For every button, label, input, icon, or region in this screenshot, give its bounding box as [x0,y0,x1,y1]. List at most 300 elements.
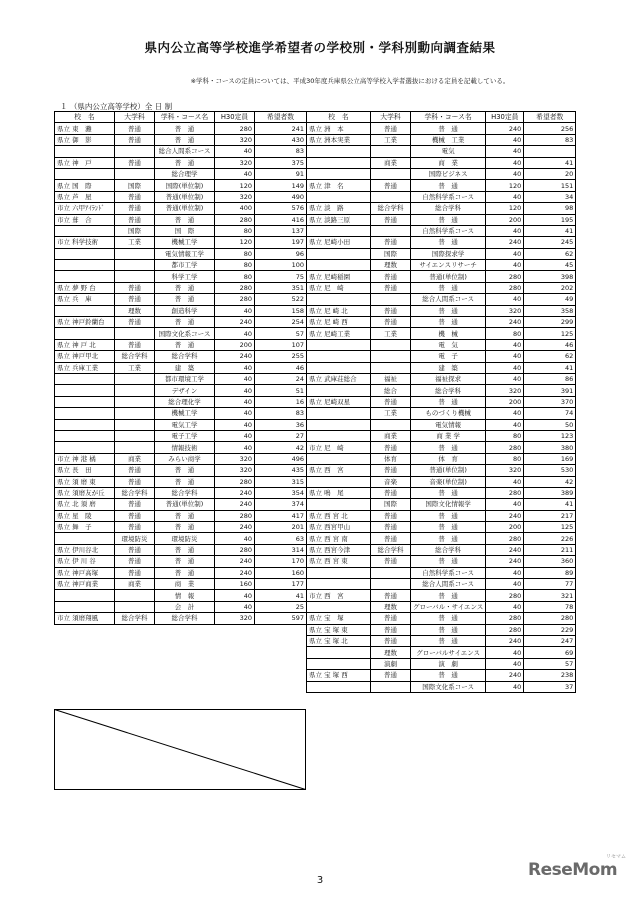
cell-course: 普 通 [411,533,486,544]
cell-school: 県立 洲本実業 [307,134,371,145]
table-row [55,579,307,590]
table-row [307,544,576,555]
cell-course: 国 際 [155,225,215,236]
table-row [307,681,576,692]
table-row [307,635,576,646]
cell-major [371,168,411,179]
cell-major [115,408,155,419]
cell-capacity: 40 [486,157,524,168]
cell-applicants: 255 [255,351,307,362]
cell-school: 県立 西宮甲山 [307,522,371,533]
cell-school [307,157,371,168]
cell-capacity: 280 [215,214,255,225]
cell-applicants: 416 [255,214,307,225]
cell-capacity: 40 [486,225,524,236]
cell-course: 普 通 [411,442,486,453]
cell-major: 普通 [371,305,411,316]
cell-capacity: 400 [215,203,255,214]
table-row [55,419,307,430]
cell-school: 県立 宝 塚 西 [307,670,371,681]
cell-course: 普 通 [411,305,486,316]
cell-course: 総合学科 [155,487,215,498]
cell-major: 普通 [115,522,155,533]
cell-capacity: 40 [486,134,524,145]
cell-course: 自然科学系コース [411,225,486,236]
cell-course: 普 通 [411,396,486,407]
cell-capacity: 320 [486,465,524,476]
cell-major: 普通 [115,123,155,134]
table-row [55,453,307,464]
cell-major: 普通 [115,339,155,350]
cell-applicants: 89 [524,567,576,578]
cell-course: 商 業 [411,157,486,168]
cell-course: 普 通 [155,157,215,168]
cell-capacity: 40 [215,601,255,612]
cell-capacity: 280 [486,271,524,282]
table-row [307,670,576,681]
cell-applicants: 41 [524,157,576,168]
cell-course: 機械工学 [155,237,215,248]
cell-applicants: 247 [524,635,576,646]
cell-school: 県立 神戸甲北 [55,351,115,362]
table-row [55,510,307,521]
cell-school: 県立 兵庫工業 [55,362,115,373]
cell-capacity: 40 [215,396,255,407]
cell-course: 普通(単位制) [155,191,215,202]
table-row [307,305,576,316]
cell-applicants: 125 [524,522,576,533]
table-row [55,317,307,328]
cell-capacity: 40 [215,442,255,453]
table-row [307,419,576,430]
cell-school [307,658,371,669]
cell-school [55,590,115,601]
cell-course: 総合人間系コース [155,146,215,157]
cell-course: 総合学科 [411,385,486,396]
cell-capacity: 240 [215,317,255,328]
cell-applicants: 91 [255,168,307,179]
cell-applicants: 280 [524,613,576,624]
cell-applicants: 41 [524,499,576,510]
cell-capacity: 280 [486,590,524,601]
cell-major [115,168,155,179]
table-row [55,567,307,578]
table-row [307,134,576,145]
cell-course: 普 通 [411,214,486,225]
cell-school: 県立 淡路三原 [307,214,371,225]
cell-school [55,168,115,179]
cell-capacity: 40 [486,339,524,350]
cell-course: 国際(単位制) [155,180,215,191]
cell-applicants: 360 [524,556,576,567]
cell-applicants: 51 [255,385,307,396]
cell-capacity: 40 [486,579,524,590]
cell-course: グローバルサイエンス [411,647,486,658]
cell-capacity: 280 [486,613,524,624]
cell-capacity: 320 [486,305,524,316]
cell-school: 県立 御 影 [55,134,115,145]
cell-applicants [524,146,576,157]
cell-major: 普通 [371,442,411,453]
cell-school [307,408,371,419]
table-row [55,214,307,225]
cell-applicants: 62 [524,248,576,259]
cell-capacity: 40 [215,373,255,384]
cell-major: 演劇 [371,658,411,669]
table-row [55,180,307,191]
table-row [307,579,576,590]
cell-applicants: 41 [524,362,576,373]
cell-major: 普通 [115,476,155,487]
cell-major: 総合学科 [115,613,155,624]
cell-school: 県立 津 名 [307,180,371,191]
table-row [307,658,576,669]
cell-applicants: 245 [524,237,576,248]
cell-capacity: 40 [215,430,255,441]
cell-applicants: 169 [524,453,576,464]
cell-applicants: 42 [524,476,576,487]
cell-major: 総合学科 [371,203,411,214]
cell-applicants: 380 [524,442,576,453]
cell-applicants: 358 [524,305,576,316]
cell-course: 電気 [411,146,486,157]
cell-major [371,419,411,430]
cell-applicants: 74 [524,408,576,419]
cell-course: 電子工学 [155,430,215,441]
cell-capacity: 320 [215,134,255,145]
table-row [307,567,576,578]
cell-course: 科学工学 [155,271,215,282]
cell-school: 市立 神 港 橘 [55,453,115,464]
cell-capacity: 40 [215,533,255,544]
cell-course: 普 通 [155,476,215,487]
cell-major: 国際 [371,499,411,510]
cell-major: 総合学科 [371,544,411,555]
cell-applicants: 160 [255,567,307,578]
table-row [307,214,576,225]
table-row [307,601,576,612]
table-row [55,465,307,476]
cell-course: 普 通 [155,522,215,533]
cell-applicants: 217 [524,510,576,521]
table-row [307,408,576,419]
cell-major: 普通 [371,282,411,293]
cell-major [115,601,155,612]
cell-major: 普通 [371,214,411,225]
header-course: 学科・コース名 [155,112,215,123]
table-row [55,328,307,339]
cell-school [55,396,115,407]
table-row [307,442,576,453]
cell-school: 県立 宝 塚 北 [307,635,371,646]
table-row [55,487,307,498]
cell-applicants: 57 [255,328,307,339]
cell-course: 総合学科 [155,613,215,624]
cell-applicants: 241 [255,123,307,134]
cell-applicants: 77 [524,579,576,590]
header-applicants: 希望者数 [255,112,307,123]
cell-major: 普通 [115,294,155,305]
cell-course: 総合理学 [155,168,215,179]
cell-applicants: 98 [524,203,576,214]
table-row [307,522,576,533]
cell-capacity: 40 [486,260,524,271]
cell-course: 電 子 [411,351,486,362]
table-row [307,225,576,236]
table-row [307,556,576,567]
cell-school [307,168,371,179]
cell-major [371,191,411,202]
cell-major: 環境防災 [115,533,155,544]
header-capacity: H30定員 [215,112,255,123]
cell-major [371,225,411,236]
cell-course: 創造科学 [155,305,215,316]
cell-school [55,533,115,544]
cell-course: 機械工学 [155,408,215,419]
cell-capacity: 40 [486,476,524,487]
cell-capacity: 200 [486,214,524,225]
cell-applicants: 490 [255,191,307,202]
cell-course: 環境防災 [155,533,215,544]
cell-capacity: 40 [215,408,255,419]
cell-school [307,476,371,487]
cell-school [55,419,115,430]
resemom-logo: ReseMom [528,860,618,880]
cell-capacity: 40 [486,647,524,658]
cell-applicants: 149 [255,180,307,191]
cell-applicants: 24 [255,373,307,384]
section-heading: １ （県内公立高等学校）全 日 制 [60,102,173,111]
cell-school: 県立 神戸高塚 [55,567,115,578]
cell-course: ものづくり機械 [411,408,486,419]
table-row [307,487,576,498]
cell-applicants: 69 [524,647,576,658]
cell-major [115,373,155,384]
cell-major [371,339,411,350]
cell-applicants: 211 [524,544,576,555]
cell-capacity: 240 [486,635,524,646]
cell-capacity: 280 [215,282,255,293]
table-row [307,248,576,259]
table-row [307,203,576,214]
cell-school: 県立 西 宮 [307,465,371,476]
cell-applicants: 50 [524,419,576,430]
cell-applicants: 46 [255,362,307,373]
cell-course: 機 械 [411,328,486,339]
cell-applicants: 398 [524,271,576,282]
cell-course: 普通(単位制) [411,465,486,476]
cell-course: 国際探求学 [411,248,486,259]
cell-major [115,442,155,453]
cell-capacity: 40 [486,168,524,179]
table-row [55,373,307,384]
cell-capacity: 320 [215,157,255,168]
cell-applicants: 435 [255,465,307,476]
cell-major: 国際 [371,248,411,259]
cell-major: 普通 [115,191,155,202]
cell-capacity: 160 [215,579,255,590]
cell-major [371,294,411,305]
cell-capacity: 40 [486,248,524,259]
cell-major [115,419,155,430]
cell-applicants: 49 [524,294,576,305]
cell-major: 国際 [115,180,155,191]
cell-school: 県立 神戸鈴蘭台 [55,317,115,328]
cell-applicants: 226 [524,533,576,544]
cell-capacity: 240 [486,510,524,521]
cell-applicants: 100 [255,260,307,271]
cell-course: 普 通 [411,624,486,635]
cell-course: 普 通 [155,465,215,476]
cell-school: 県立 尼 崎 西 [307,317,371,328]
cell-school: 県立 西 宮 東 [307,556,371,567]
cell-major: 普通 [115,556,155,567]
table-row [307,385,576,396]
cell-major [371,681,411,692]
cell-school [55,373,115,384]
cell-school: 県立 宝 塚 東 [307,624,371,635]
cell-school [307,430,371,441]
cell-course: 電気工学 [155,419,215,430]
cell-applicants: 57 [524,658,576,669]
cell-capacity: 280 [215,544,255,555]
table-row [307,430,576,441]
table-row [55,305,307,316]
cell-capacity: 120 [486,180,524,191]
cell-course: 機械 工業 [411,134,486,145]
cell-applicants: 229 [524,624,576,635]
cell-major: 理数 [371,601,411,612]
table-row [55,203,307,214]
cell-capacity: 80 [215,225,255,236]
table-row [307,157,576,168]
table-row [55,476,307,487]
cell-major: 商業 [371,157,411,168]
cell-capacity: 240 [215,556,255,567]
header-major: 大学科 [371,112,411,123]
table-row [55,396,307,407]
table-row [55,601,307,612]
cell-course: 電 気 [411,339,486,350]
table-row [307,453,576,464]
cell-course: 建 築 [411,362,486,373]
cell-capacity: 240 [486,556,524,567]
cell-course: 総合学科 [411,544,486,555]
cell-capacity: 40 [215,419,255,430]
cell-applicants: 86 [524,373,576,384]
blank-diagonal-cell [54,709,306,790]
cell-applicants: 83 [524,134,576,145]
cell-major [371,362,411,373]
cell-capacity: 320 [215,613,255,624]
cell-school: 市立 尼 崎 [307,442,371,453]
cell-school: 市立 葺 合 [55,214,115,225]
cell-course: 普 通 [155,214,215,225]
cell-capacity: 40 [486,601,524,612]
left-results-table [54,111,307,625]
cell-major: 普通 [371,670,411,681]
cell-applicants: 597 [255,613,307,624]
cell-course: 普 通 [155,556,215,567]
cell-course: 電気情報工学 [155,248,215,259]
cell-course: 普 通 [155,282,215,293]
table-row [55,294,307,305]
cell-major: 理数 [115,305,155,316]
cell-course: 総合人間系コース [411,294,486,305]
cell-capacity: 200 [215,339,255,350]
cell-course: 普 通 [155,123,215,134]
cell-course: 普 通 [411,487,486,498]
table-row [55,225,307,236]
cell-school [55,430,115,441]
cell-applicants: 46 [524,339,576,350]
cell-school: 県立 星 陵 [55,510,115,521]
cell-school [307,601,371,612]
cell-capacity: 40 [486,658,524,669]
cell-applicants: 158 [255,305,307,316]
cell-major: 普通 [371,465,411,476]
cell-course: 電気情報 [411,419,486,430]
cell-applicants: 96 [255,248,307,259]
cell-capacity: 40 [486,567,524,578]
cell-school: 県立 尼崎稲園 [307,271,371,282]
cell-capacity: 40 [215,385,255,396]
cell-capacity: 80 [486,453,524,464]
cell-school: 県立 北 須 磨 [55,499,115,510]
cell-school [307,225,371,236]
cell-major: 普通 [371,317,411,328]
cell-major [371,351,411,362]
cell-course: 情報技術 [155,442,215,453]
table-row [55,237,307,248]
cell-school: 県立 尼崎小田 [307,237,371,248]
cell-applicants: 27 [255,430,307,441]
cell-major: 商業 [371,430,411,441]
cell-major: 工業 [115,362,155,373]
cell-school: 県立 東 灘 [55,123,115,134]
cell-course: 普 通 [155,294,215,305]
cell-school: 県立 須 磨 東 [55,476,115,487]
cell-course: 体 育 [411,453,486,464]
cell-major [371,579,411,590]
cell-applicants: 20 [524,168,576,179]
cell-capacity: 40 [486,408,524,419]
cell-applicants: 256 [524,123,576,134]
cell-applicants: 351 [255,282,307,293]
cell-applicants: 375 [255,157,307,168]
cell-major: 普通 [371,180,411,191]
cell-course: 総合学科 [155,351,215,362]
cell-major: 普通 [115,282,155,293]
table-row [55,522,307,533]
cell-major: 総合学科 [115,487,155,498]
cell-course: 商 業 [155,579,215,590]
cell-course: 国際文化系コース [155,328,215,339]
cell-school [307,248,371,259]
table-row [307,647,576,658]
cell-major: 普通 [115,499,155,510]
cell-applicants: 45 [524,260,576,271]
cell-school [55,328,115,339]
table-row [55,339,307,350]
cell-capacity: 240 [486,317,524,328]
table-row [55,146,307,157]
cell-applicants: 238 [524,670,576,681]
cell-major: 普通 [115,567,155,578]
cell-applicants: 496 [255,453,307,464]
cell-capacity: 40 [215,305,255,316]
table-row [307,396,576,407]
